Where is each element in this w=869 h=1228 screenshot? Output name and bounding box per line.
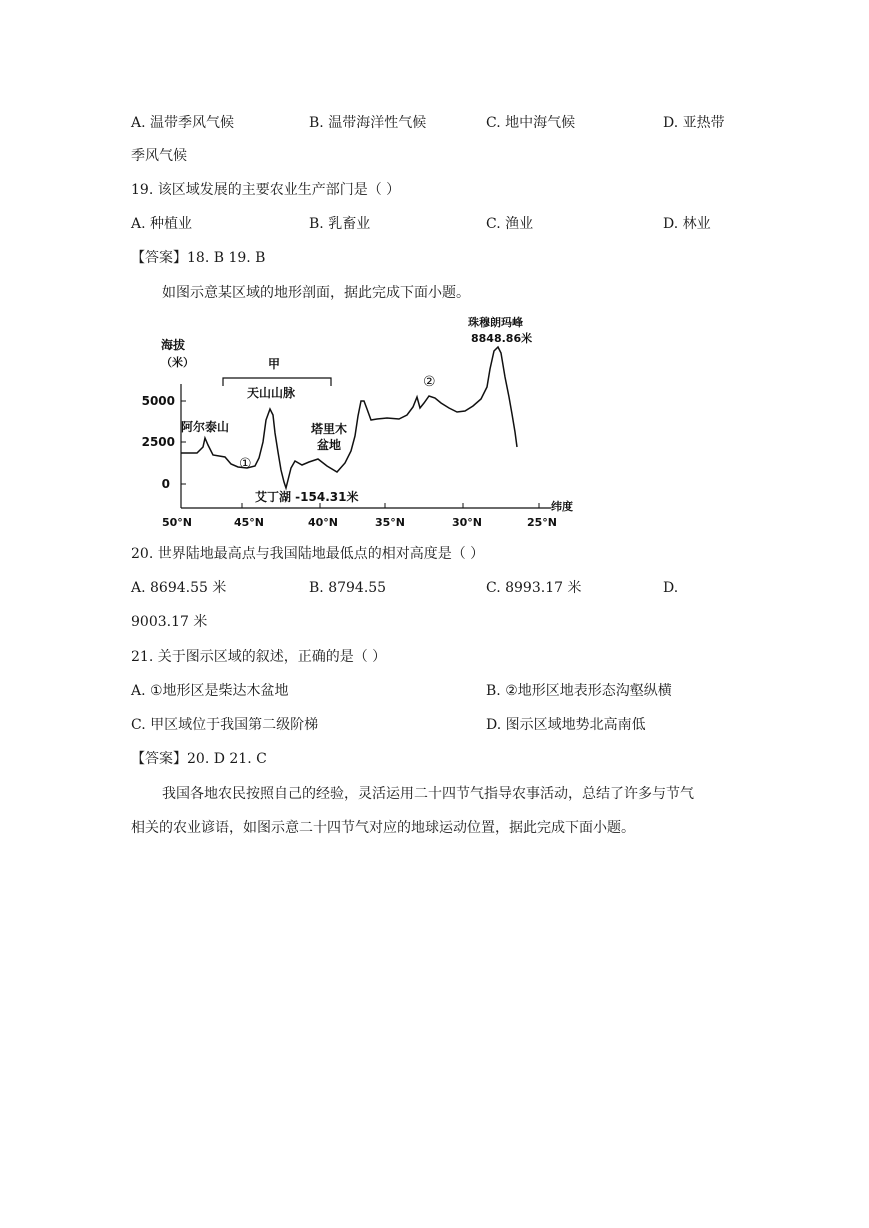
jia-bracket: [223, 378, 331, 386]
q18-option-a: A. 温带季风气候: [131, 115, 235, 131]
label-tianshan: 天山山脉: [247, 386, 296, 400]
terrain-profile-line: [181, 347, 517, 488]
q20-option-d-wrap: 9003.17 米: [131, 614, 208, 630]
x-tick-label-50: 50°N: [161, 516, 193, 529]
y-tick-label-5000: 5000: [141, 394, 175, 408]
label-everest-1: 珠穆朗玛峰: [468, 316, 523, 329]
x-axis-title: 纬度: [551, 500, 573, 513]
q21-option-d: D. 图示区域地势北高南低: [486, 717, 646, 733]
y-tick-label-2500: 2500: [141, 435, 175, 449]
q20-stem: 20. 世界陆地最高点与我国陆地最低点的相对高度是（ ）: [131, 546, 485, 562]
y-axis-title-1: 海拔: [161, 338, 186, 352]
q18-option-d-wrap: 季风气候: [131, 148, 187, 164]
q21-option-b: B. ②地形区地表形态沟壑纵横: [486, 683, 672, 699]
label-everest-2: 8848.86米: [471, 332, 533, 345]
q19-option-b: B. 乳畜业: [309, 216, 371, 232]
label-altai: 阿尔泰山: [181, 420, 230, 434]
q19-stem: 19. 该区域发展的主要农业生产部门是（ ）: [131, 182, 401, 198]
x-tick-label-25: 25°N: [526, 516, 558, 529]
q18-option-b: B. 温带海洋性气候: [309, 115, 427, 131]
intro-profile: 如图示意某区域的地形剖面，据此完成下面小题。: [162, 285, 470, 301]
q20-option-a: A. 8694.55 米: [131, 580, 227, 596]
intro-solar-terms-line-2: 相关的农业谚语，如图示意二十四节气对应的地球运动位置，据此完成下面小题。: [131, 820, 635, 836]
y-tick-label-0: 0: [161, 477, 170, 491]
q19-option-a: A. 种植业: [131, 216, 193, 232]
x-tick-label-40: 40°N: [307, 516, 339, 529]
q18-option-c: C. 地中海气候: [486, 115, 576, 131]
x-tick-label-45: 45°N: [233, 516, 265, 529]
label-circle-2: ②: [423, 374, 436, 390]
intro-solar-terms-line-1: 我国各地农民按照自己的经验，灵活运用二十四节气指导农事活动，总结了许多与节气: [162, 786, 694, 802]
label-tarim-1: 塔里木: [311, 422, 348, 436]
label-tarim-2: 盆地: [317, 438, 342, 452]
x-tick-label-35: 35°N: [374, 516, 406, 529]
q21-stem: 21. 关于图示区域的叙述，正确的是（ ）: [131, 649, 387, 665]
label-circle-1: ①: [239, 456, 252, 472]
q19-option-d: D. 林业: [663, 216, 711, 232]
answer-18-19: 【答案】18. B 19. B: [131, 250, 266, 266]
label-ayding-lake: 艾丁湖 -154.31米: [255, 490, 359, 504]
q19-option-c: C. 渔业: [486, 216, 534, 232]
q18-option-d: D. 亚热带: [663, 115, 725, 131]
q20-option-b: B. 8794.55: [309, 580, 387, 596]
q21-option-c: C. 甲区域位于我国第二级阶梯: [131, 717, 319, 733]
q20-option-c: C. 8993.17 米: [486, 580, 582, 596]
q21-option-a: A. ①地形区是柴达木盆地: [131, 683, 289, 699]
label-jia: 甲: [268, 357, 281, 371]
x-tick-label-30: 30°N: [451, 516, 483, 529]
q20-option-d: D.: [663, 580, 679, 596]
answer-20-21: 【答案】20. D 21. C: [131, 751, 267, 767]
terrain-profile-figure: [141, 312, 585, 534]
y-axis-title-2: （米）: [161, 356, 194, 369]
